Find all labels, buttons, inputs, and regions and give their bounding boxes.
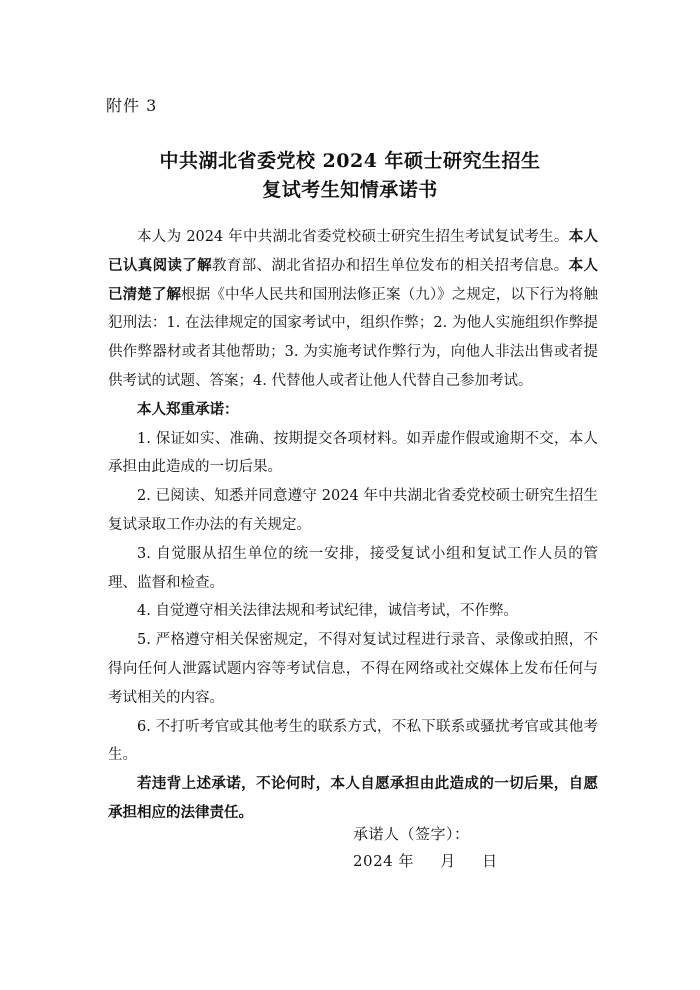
pledge-item-2: 2. 已阅读、知悉并同意遵守 2024 年中共湖北省委党校硕士研究生招生复试录取工作办法的有关规定。 <box>108 488 598 533</box>
signature-label: 承诺人（签字）： <box>353 825 470 843</box>
pledge-item-6: 6. 不打听考官或其他考生的联系方式，不私下联系或骚扰考官或其他考生。 <box>108 718 598 764</box>
document-title-line2: 复试考生知情承诺书 <box>262 179 438 201</box>
pledge-heading: 本人郑重承诺： <box>137 400 239 418</box>
intro-bold-1: 本人已认真阅读了解 <box>108 228 598 274</box>
intro-text-3: 根据《中华人民共和国刑法修正案（九）》之规定，以下行为将触犯刑法：1. 在法律规定的国家考试中，组织作弊；2. 为他人实施组织作弊提供作弊器材或者其他帮助；3. 为实施考试作弊行为，向他人非法出售或者提供考试的试题、答案；4. 代替他人或者让他人代替自己参加考试。 <box>108 286 599 389</box>
date-line: 2024 年 月 日 <box>353 852 498 870</box>
intro-text-1: 本人为 2024 年中共湖北省委党校硕士研究生招生考试复试考生。 <box>137 229 569 245</box>
closing-statement: 若违背上述承诺，不论何时，本人自愿承担由此造成的一切后果，自愿承担相应的法律责任。 <box>108 775 598 821</box>
document-title-line1: 中共湖北省委党校 2024 年硕士研究生招生 <box>159 150 541 172</box>
pledge-item-3: 3. 自觉服从招生单位的统一安排，接受复试小组和复试工作人员的管理、监督和检查。 <box>108 545 598 591</box>
pledge-item-1: 1. 保证如实、准确、按期提交各项材料。如弄虚作假或逾期不交，本人承担由此造成的一切后果。 <box>108 430 598 476</box>
intro-paragraph <box>108 223 598 396</box>
pledge-item-5: 5. 严格遵守相关保密规定，不得对复试过程进行录音、录像或拍照，不得向任何人泄露试题内容等考试信息，不得在网络或社交媒体上发布任何与考试相关的内容。 <box>108 632 598 706</box>
intro-text-2: 教育部、湖北省招办和招生单位发布的相关招考信息。 <box>212 257 569 274</box>
document-body <box>108 223 598 828</box>
intro-bold-2: 本人已清楚了解 <box>108 256 598 303</box>
pledge-item-4: 4. 自觉遵守相关法律法规和考试纪律，诚信考试，不作弊。 <box>137 603 518 620</box>
attachment-label: 附件 3 <box>106 96 158 115</box>
